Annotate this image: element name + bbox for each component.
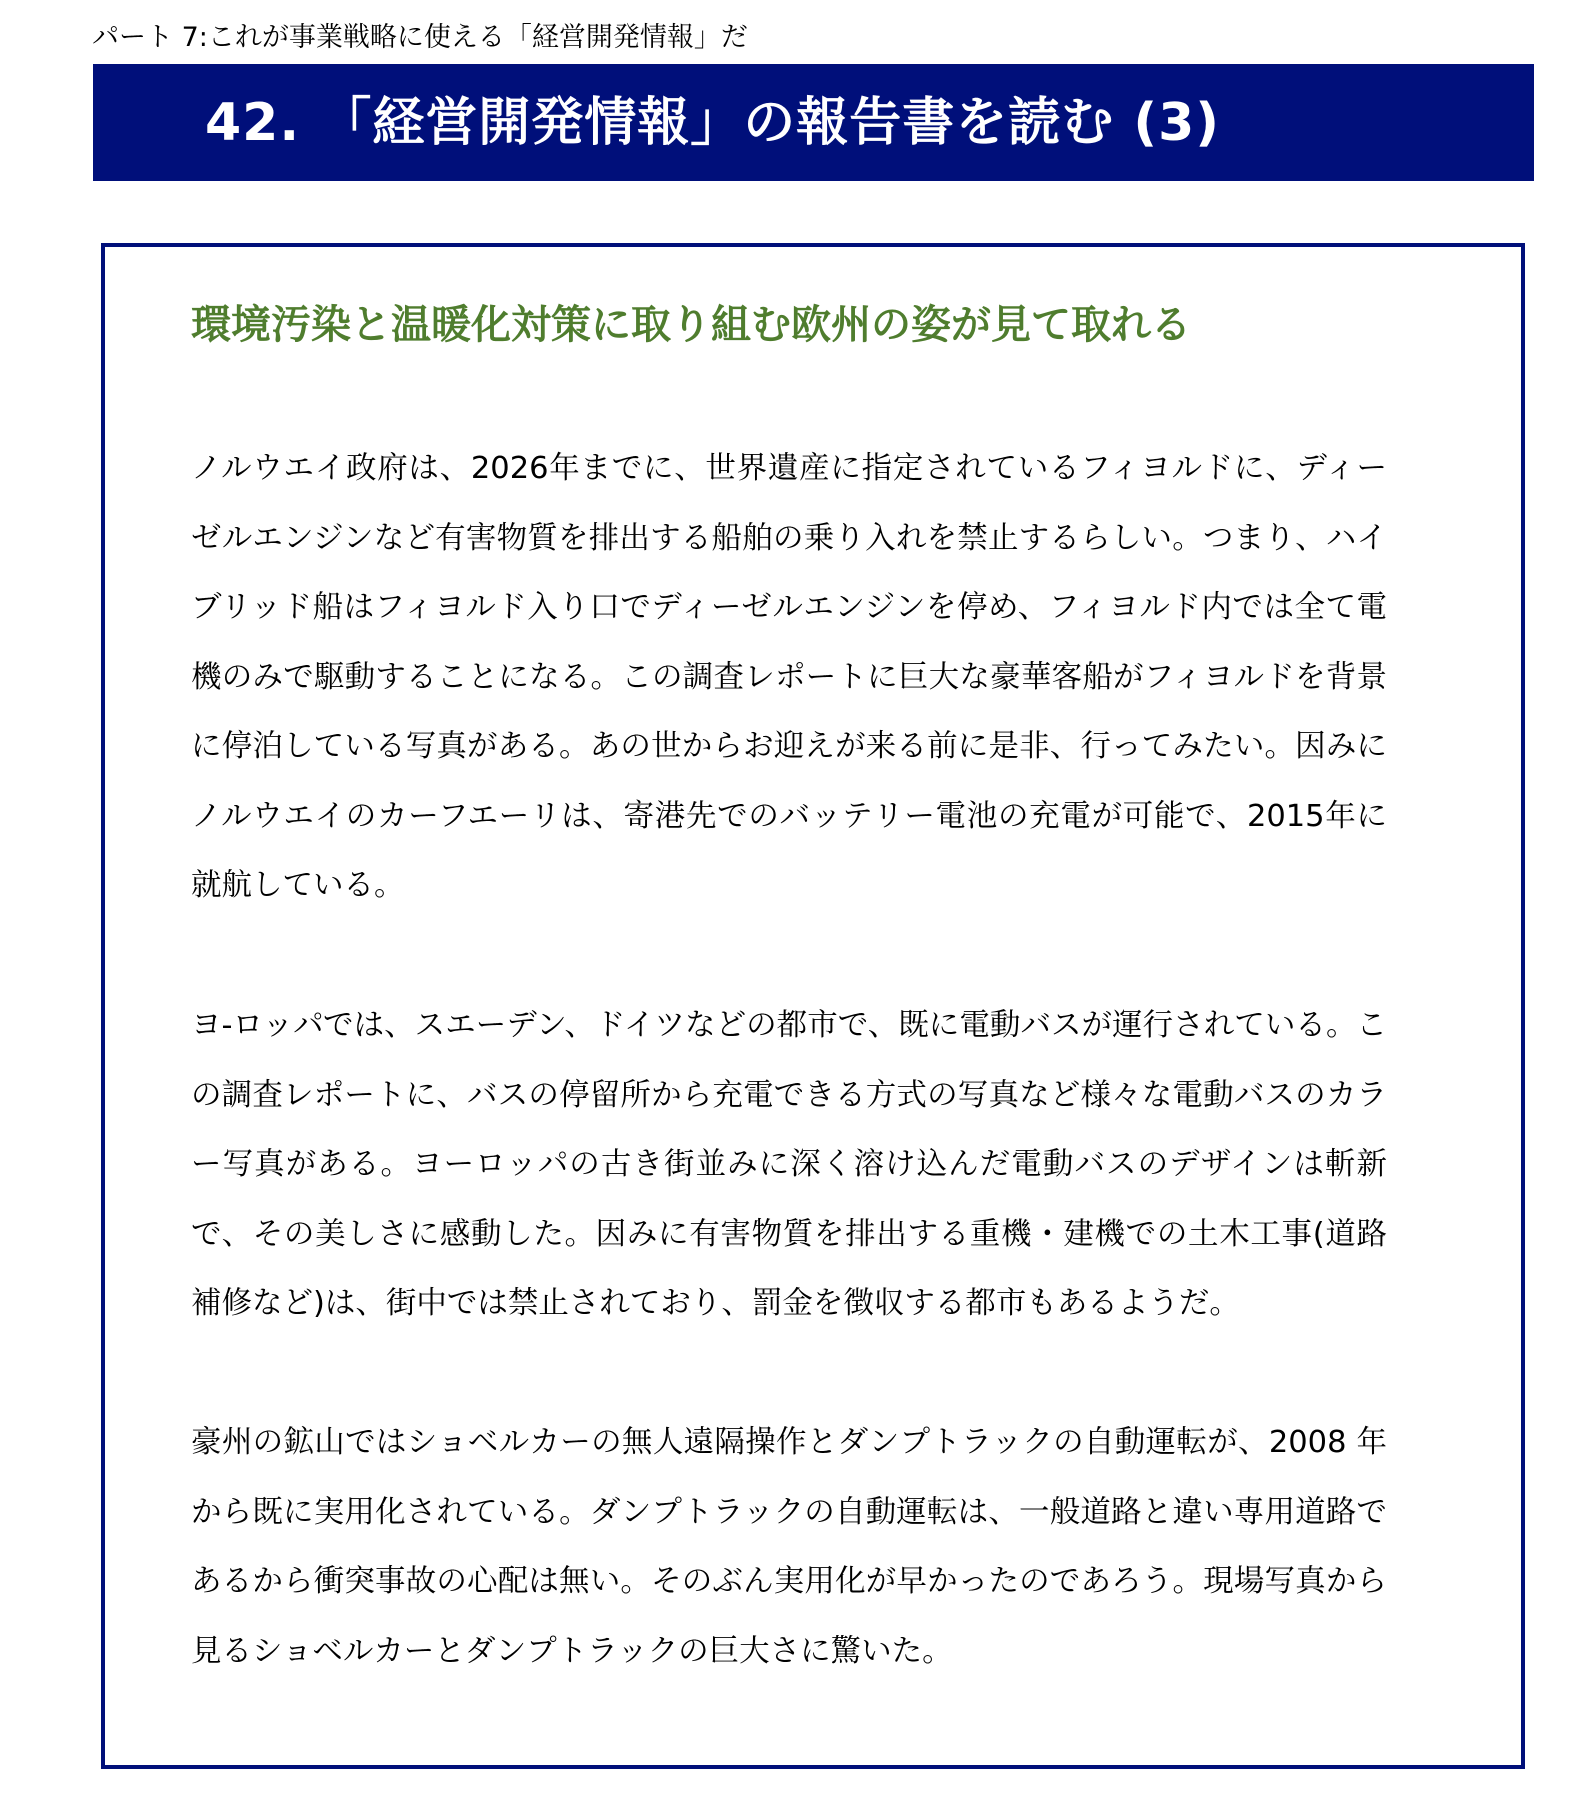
part-label: パート 7:これが事業戦略に使える「経営開発情報」だ <box>92 22 748 53</box>
content-box <box>101 243 1525 1769</box>
page-title: 42. 「経営開発情報」の報告書を読む (3) <box>205 93 1221 153</box>
paragraph-norway-fjord: ノルウエイ政府は、2026年までに、世界遺産に指定されているフィヨルドに、ディーゼルエンジンなど有害物質を排出する船舶の乗り入れを禁止するらしい。つまり、ハイブリッド船はフィヨルド入り口でディーゼルエンジンを停め、フィヨルド内では全て電機のみで駆動することになる。この調査レポートに巨大な豪華客船がフィヨルドを背景に停泊している写真がある。あの世からお迎えが来る前に是非、行ってみたい。因みにノルウエイのカーフエーリは、寄港先でのバッテリー電池の充電が可能で、2015年に就航している。 <box>191 451 1387 903</box>
section-subtitle: 環境汚染と温暖化対策に取り組む欧州の姿が見て取れる <box>191 302 1191 348</box>
paragraph-europe-electric-bus: ヨ-ロッパでは、スエーデン、ドイツなどの都市で、既に電動バスが運行されている。この調査レポートに、バスの停留所から充電できる方式の写真など様々な電動バスのカラー写真がある。ヨーロッパの古き街並みに深く溶け込んだ電動バスのデザインは斬新で、その美しさに感動した。因みに有害物質を排出する重機・建機での土木工事(道路補修など)は、街中では禁止されており、罰金を徴収する都市もあるようだ。 <box>191 1008 1387 1321</box>
paragraph-australia-mining: 豪州の鉱山ではショベルカーの無人遠隔操作とダンプトラックの自動運転が、2008 年から既に実用化されている。ダンプトラックの自動運転は、一般道路と違い専用道路であるから衝突事故の心配は無い。そのぶん実用化が早かったのであろう。現場写真から見るショベルカーとダンプトラックの巨大さに驚いた。 <box>191 1425 1387 1669</box>
title-bar <box>93 64 1534 181</box>
